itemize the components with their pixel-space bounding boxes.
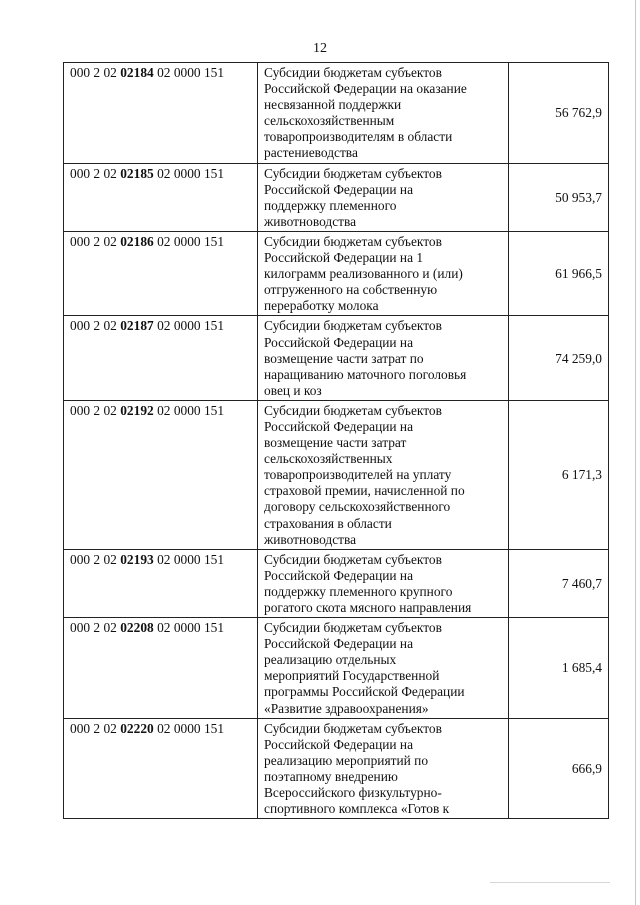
classification-code-cell — [64, 63, 258, 164]
code-suffix: 02 0000 151 — [157, 551, 225, 567]
amount-cell: 56 762,9 — [509, 63, 609, 164]
description-line: поэтапному внедрению — [264, 768, 398, 784]
code-prefix: 000 2 02 — [70, 402, 117, 418]
description-line: животноводства — [264, 531, 357, 547]
code-suffix: 02 0000 151 — [157, 318, 225, 334]
description-line: Всероссийского физкультурно- — [264, 785, 442, 801]
description-cell — [258, 618, 509, 719]
code-highlight: 02193 — [120, 551, 154, 567]
description-line: Российской Федерации на — [264, 418, 414, 434]
description-line: килограмм реализованного и (или) — [264, 266, 463, 282]
code-suffix: 02 0000 151 — [157, 402, 225, 418]
amount-cell: 50 953,7 — [509, 163, 609, 231]
description-line: отгруженного на собственную — [264, 282, 438, 298]
description-line: «Развитие здравоохранения» — [264, 700, 429, 716]
table-row — [64, 400, 609, 549]
code-suffix: 02 0000 151 — [157, 65, 225, 80]
description-line: программы Российской Федерации — [264, 684, 465, 700]
code-suffix: 02 0000 151 — [157, 620, 225, 636]
classification-code-cell — [64, 718, 258, 819]
code-prefix: 000 2 02 — [70, 65, 117, 80]
description-cell — [258, 231, 509, 315]
classification-code-cell — [64, 400, 258, 549]
description-line: спортивного комплекса «Готов к — [264, 801, 450, 817]
table-row — [64, 618, 609, 719]
description-line: Субсидии бюджетам субъектов — [264, 65, 442, 80]
code-highlight: 02184 — [120, 65, 154, 80]
description-line: мероприятий Государственной — [264, 668, 440, 684]
description-line: реализацию отдельных — [264, 652, 397, 668]
description-cell — [258, 163, 509, 231]
description-line: переработку молока — [264, 298, 379, 314]
amount-cell: 7 460,7 — [509, 549, 609, 617]
budget-revenue-table — [63, 62, 609, 819]
code-highlight: 02208 — [120, 620, 154, 636]
description-line: животноводства — [264, 213, 357, 229]
code-highlight: 02192 — [120, 402, 154, 418]
table-row — [64, 316, 609, 400]
description-line: Российской Федерации на — [264, 736, 414, 752]
code-suffix: 02 0000 151 — [157, 233, 225, 249]
description-cell — [258, 400, 509, 549]
classification-code-cell — [64, 163, 258, 231]
description-line: растениеводства — [264, 145, 358, 161]
description-line: возмещение части затрат по — [264, 350, 424, 366]
code-prefix: 000 2 02 — [70, 720, 117, 736]
page-number: 12 — [313, 41, 327, 56]
description-line: Субсидии бюджетам субъектов — [264, 551, 442, 567]
amount-cell: 6 171,3 — [509, 400, 609, 549]
classification-code-cell — [64, 549, 258, 617]
description-line: реализацию мероприятий по — [264, 752, 429, 768]
classification-code-cell — [64, 231, 258, 315]
code-suffix: 02 0000 151 — [157, 165, 225, 181]
description-line: Российской Федерации на — [264, 334, 414, 350]
amount-cell: 61 966,5 — [509, 231, 609, 315]
amount-cell: 666,9 — [509, 718, 609, 819]
code-prefix: 000 2 02 — [70, 165, 117, 181]
description-line: Субсидии бюджетам субъектов — [264, 402, 442, 418]
description-cell — [258, 549, 509, 617]
description-line: Российской Федерации на — [264, 181, 414, 197]
code-prefix: 000 2 02 — [70, 551, 117, 567]
description-line: Российской Федерации на оказание — [264, 81, 467, 97]
amount-cell: 1 685,4 — [509, 618, 609, 719]
description-line: Российской Федерации на — [264, 636, 414, 652]
description-line: договору сельскохозяйственного — [264, 499, 451, 515]
amount-cell: 74 259,0 — [509, 316, 609, 400]
description-line: несвязанной поддержки — [264, 97, 402, 113]
description-line: товаропроизводителям в области — [264, 129, 453, 145]
description-line: Субсидии бюджетам субъектов — [264, 165, 442, 181]
description-line: Субсидии бюджетам субъектов — [264, 720, 442, 736]
classification-code-cell — [64, 618, 258, 719]
table-row — [64, 163, 609, 231]
code-suffix: 02 0000 151 — [157, 720, 225, 736]
description-cell — [258, 63, 509, 164]
description-line: Российской Федерации на 1 — [264, 250, 424, 266]
scan-artifact-line — [490, 882, 610, 883]
table-row — [64, 718, 609, 819]
description-line: овец и коз — [264, 382, 322, 398]
code-highlight: 02220 — [120, 720, 154, 736]
code-highlight: 02187 — [120, 318, 154, 334]
description-line: сельскохозяйственным — [264, 113, 395, 129]
description-line: товаропроизводителей на уплату — [264, 467, 452, 483]
description-line: наращиванию маточного поголовья — [264, 366, 467, 382]
description-cell — [258, 718, 509, 819]
description-line: Субсидии бюджетам субъектов — [264, 233, 442, 249]
code-highlight: 02186 — [120, 233, 154, 249]
description-line: Российской Федерации на — [264, 567, 414, 583]
description-line: рогатого скота мясного направления — [264, 600, 472, 615]
code-prefix: 000 2 02 — [70, 620, 117, 636]
description-line: страховой премии, начисленной по — [264, 483, 465, 499]
description-line: поддержку племенного — [264, 197, 397, 213]
table-row — [64, 231, 609, 315]
code-prefix: 000 2 02 — [70, 233, 117, 249]
table-body — [64, 63, 609, 819]
code-prefix: 000 2 02 — [70, 318, 117, 334]
table-row — [64, 63, 609, 164]
description-line: поддержку племенного крупного — [264, 583, 453, 599]
code-highlight: 02185 — [120, 165, 154, 181]
description-line: страхования в области — [264, 515, 392, 531]
table-row — [64, 549, 609, 617]
description-line: сельскохозяйственных — [264, 451, 393, 467]
scan-edge-line — [635, 0, 636, 905]
classification-code-cell — [64, 316, 258, 400]
description-line: возмещение части затрат — [264, 435, 407, 451]
description-cell — [258, 316, 509, 400]
description-line: Субсидии бюджетам субъектов — [264, 620, 442, 636]
description-line: Субсидии бюджетам субъектов — [264, 318, 442, 334]
